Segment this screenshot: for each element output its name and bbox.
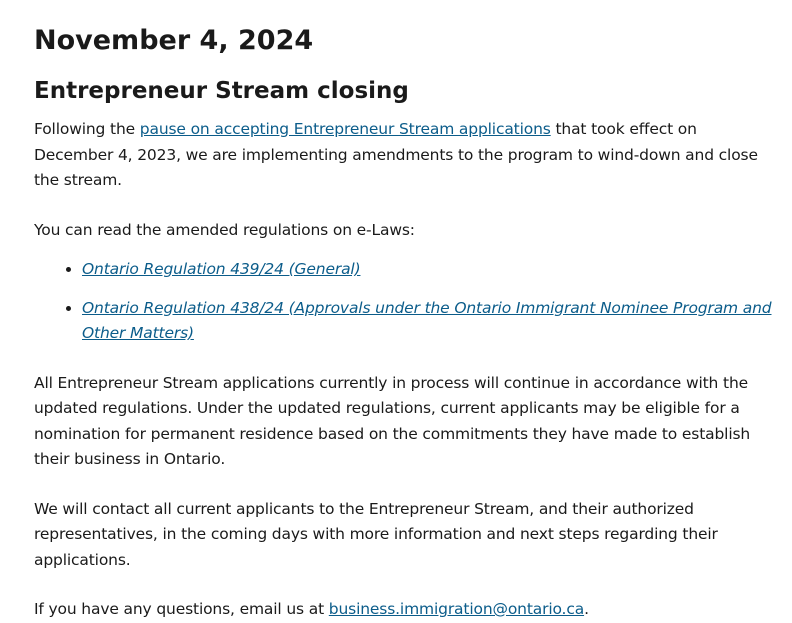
applications-paragraph: All Entrepreneur Stream applications currently in process will continue in accordance with the updated regulations. Under the updated regulations, current applicants may be eligible for a nomination for permanent residence based on the commitments they have made to establish their business in Ontario. [34, 373, 751, 468]
section-heading: Entrepreneur Stream closing [34, 78, 409, 104]
intro-text-before: Following the [34, 120, 140, 138]
regulation-439-link[interactable]: Ontario Regulation 439/24 (General) [82, 260, 361, 278]
date-heading: November 4, 2024 [34, 25, 314, 56]
questions-text-before: If you have any questions, email us at [34, 600, 329, 618]
questions-paragraph [34, 597, 772, 623]
regulation-438-link[interactable]: Ontario Regulation 438/24 (Approvals under the Ontario Immigrant Nominee Program and Other Matters) [82, 298, 772, 342]
questions-text-after: . [584, 600, 589, 618]
list-item [82, 296, 772, 347]
regulations-list [34, 257, 772, 347]
pause-applications-link[interactable]: pause on accepting Entrepreneur Stream applications [139, 120, 551, 138]
list-item [82, 257, 772, 283]
contact-paragraph: We will contact all current applicants to the Entrepreneur Stream, and their authorized representatives, in the coming days with more information and next steps regarding their applications. [34, 499, 718, 569]
intro-text-after: that took effect on December 4, 2023, we are implementing amendments to the program to wind-down and close the stream. [34, 120, 758, 189]
elaws-paragraph: You can read the amended regulations on e-Laws: [34, 220, 415, 239]
email-link[interactable]: business.immigration@ontario.ca [328, 600, 585, 618]
intro-paragraph [34, 117, 772, 194]
